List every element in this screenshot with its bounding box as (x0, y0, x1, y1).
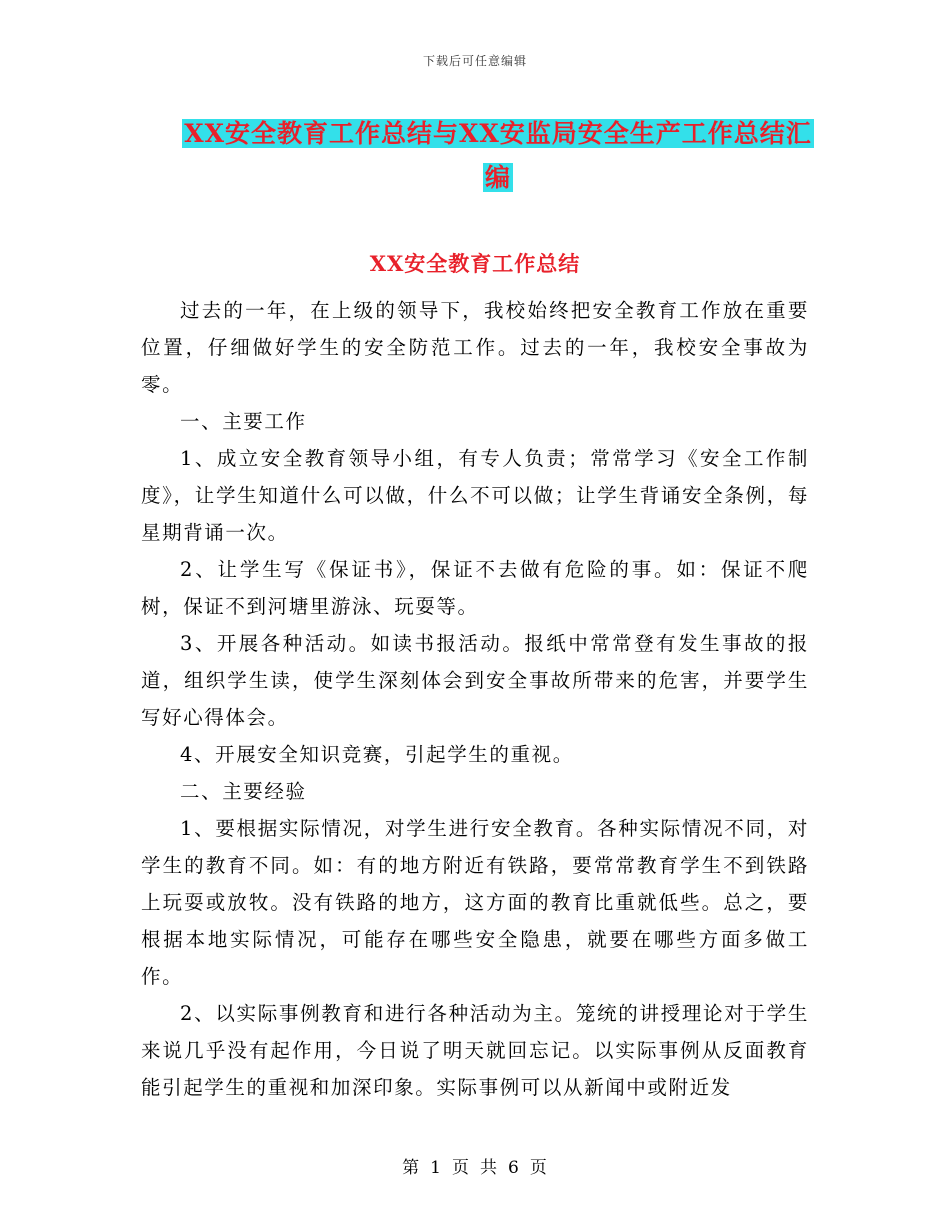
footer-page-number: 1 (430, 1158, 442, 1178)
document-title-line-2: 编 (484, 163, 511, 192)
paragraph-work-1: 1、成立安全教育领导小组，有专人负责；常常学习《安全工作制度》，让学生知道什么可以做，什么不可以做；让学生背诵安全条例，每星期背诵一次。 (141, 447, 809, 544)
paragraph-work-4: 4、开展安全知识竞赛，引起学生的重视。 (180, 743, 574, 766)
footer-page-label: 第 (402, 1158, 421, 1178)
document-title (140, 112, 856, 200)
heading-main-experience: 二、主要经验 (180, 780, 307, 803)
footer-page-unit: 页 (452, 1158, 470, 1178)
document-title-line-1: XX安全教育工作总结与XX安监局安全生产工作总结汇 (184, 119, 812, 148)
paragraph-intro: 过去的一年，在上级的领导下，我校始终把安全教育工作放在重要位置，仔细做好学生的安全防范工作。过去的一年，我校安全事故为零。 (141, 299, 809, 396)
paragraph-experience-1: 1、要根据实际情况，对学生进行安全教育。各种实际情况不同，对学生的教育不同。如：有的地方附近有铁路，要常常教育学生不到铁路上玩耍或放牧。没有铁路的地方，这方面的教育比重就低些。总之，要根据本地实际情况，可能存在哪些安全隐患，就要在哪些方面多做工作。 (141, 817, 809, 988)
footer-total-label: 共 (480, 1158, 498, 1178)
footer-total-pages: 6 (508, 1158, 520, 1178)
document-body (141, 292, 809, 1106)
section-title: XX安全教育工作总结 (369, 251, 581, 276)
paragraph-work-3: 3、开展各种活动。如读书报活动。报纸中常常登有发生事故的报道，组织学生读，使学生深刻体会到安全事故所带来的危害，并要学生写好心得体会。 (141, 632, 809, 729)
paragraph-work-2: 2、让学生写《保证书》，保证不去做有危险的事。如：保证不爬树，保证不到河塘里游泳、玩耍等。 (141, 558, 809, 618)
header-note: 下载后可任意编辑 (422, 54, 527, 68)
paragraph-experience-2: 2、以实际事例教育和进行各种活动为主。笼统的讲授理论对于学生来说几乎没有起作用，今日说了明天就回忘记。以实际事例从反面教育能引起学生的重视和加深印象。实际事例可以从新闻中或附近发 (141, 1002, 809, 1099)
footer-total-unit: 页 (529, 1158, 548, 1178)
page-footer (0, 1153, 950, 1178)
heading-main-work: 一、主要工作 (180, 410, 307, 433)
